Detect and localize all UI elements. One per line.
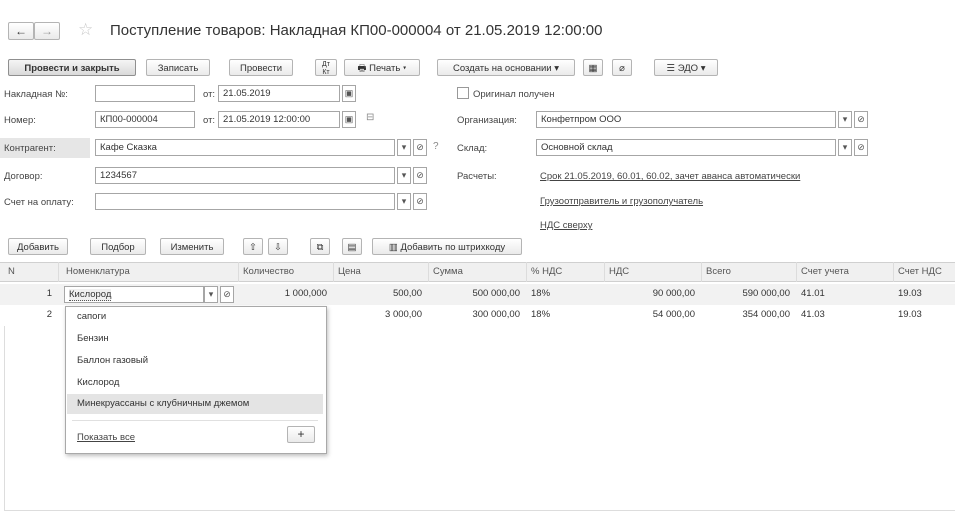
- column-header-price[interactable]: Цена: [334, 262, 429, 282]
- calendar-icon[interactable]: ▣: [342, 111, 356, 128]
- open-link-icon[interactable]: ⊘: [220, 286, 234, 303]
- chevron-down-icon[interactable]: ▾: [397, 167, 411, 184]
- column-header-total[interactable]: Всего: [702, 262, 797, 282]
- vat-rate-cell[interactable]: 18%: [531, 288, 551, 299]
- column-header-sum[interactable]: Сумма: [429, 262, 527, 282]
- chevron-down-icon[interactable]: ▾: [838, 139, 852, 156]
- contract-field[interactable]: 1234567: [95, 167, 395, 184]
- row-number: 2: [46, 309, 52, 320]
- open-link-icon[interactable]: ⊘: [854, 111, 868, 128]
- original-received-checkbox[interactable]: [457, 87, 469, 99]
- contractor-label: Контрагент:: [4, 143, 56, 154]
- sum-cell[interactable]: 500 000,00: [472, 288, 520, 299]
- time-icon[interactable]: ⊟: [366, 112, 375, 123]
- move-down-icon[interactable]: ⇩: [268, 238, 288, 255]
- settlements-label: Расчеты:: [457, 171, 497, 182]
- vat-cell[interactable]: 54 000,00: [652, 309, 695, 320]
- row-number: 1: [46, 288, 52, 299]
- contractor-field[interactable]: Кафе Сказка: [95, 139, 395, 156]
- qty-cell[interactable]: 1 000,000: [284, 288, 327, 299]
- invoice-number-label: Накладная №:: [4, 89, 68, 100]
- payment-invoice-field[interactable]: [95, 193, 395, 210]
- open-link-icon[interactable]: ⊘: [413, 167, 427, 184]
- warehouse-field[interactable]: Основной склад: [536, 139, 836, 156]
- settlements-link[interactable]: Срок 21.05.2019, 60.01, 60.02, зачет аванса автоматически: [540, 171, 801, 182]
- forward-button[interactable]: →: [34, 22, 60, 40]
- print-button[interactable]: [344, 59, 420, 76]
- dropdown-item[interactable]: Бензин: [77, 333, 109, 344]
- sum-cell[interactable]: 300 000,00: [472, 309, 520, 320]
- add-row-button[interactable]: Добавить: [8, 238, 68, 255]
- vat-cell[interactable]: 90 000,00: [652, 288, 695, 299]
- number-date-label: от:: [203, 115, 216, 126]
- edo-label: ЭДО: [677, 63, 699, 74]
- dropdown-item[interactable]: Кислород: [77, 377, 120, 388]
- attachment-icon[interactable]: ⌀: [612, 59, 632, 76]
- table-bottom-border: [4, 510, 955, 511]
- add-item-button[interactable]: +: [287, 426, 315, 443]
- column-header-n[interactable]: N: [4, 262, 59, 282]
- chevron-down-icon: ▾: [402, 63, 407, 74]
- vat-on-top-link[interactable]: НДС сверху: [540, 220, 593, 231]
- warehouse-label: Склад:: [457, 143, 488, 154]
- invoice-date-label: от:: [203, 89, 216, 100]
- dropdown-item[interactable]: сапоги: [77, 311, 107, 322]
- total-cell[interactable]: 590 000,00: [742, 288, 790, 299]
- chevron-down-icon[interactable]: ▾: [204, 286, 218, 303]
- dropdown-item-highlighted[interactable]: Минекруассаны с клубничным джемом: [67, 394, 323, 414]
- post-and-close-button[interactable]: Провести и закрыть: [8, 59, 136, 76]
- dt-kt-icon[interactable]: Дт Кт: [315, 59, 337, 76]
- barcode-icon: ▥: [388, 242, 398, 253]
- table-left-border: [4, 326, 5, 510]
- total-cell[interactable]: 354 000,00: [742, 309, 790, 320]
- number-field[interactable]: КП00-000004: [95, 111, 195, 128]
- item-value: Кислород: [69, 289, 112, 300]
- select-button[interactable]: Подбор: [90, 238, 146, 255]
- calendar-icon[interactable]: ▣: [342, 85, 356, 102]
- account-cell[interactable]: 41.03: [801, 309, 825, 320]
- item-input[interactable]: [64, 286, 204, 303]
- vat-account-cell[interactable]: 19.03: [898, 288, 922, 299]
- column-header-qty[interactable]: Количество: [239, 262, 334, 282]
- chevron-down-icon: ▾: [700, 63, 706, 74]
- chevron-down-icon[interactable]: ▾: [397, 139, 411, 156]
- invoice-number-field[interactable]: [95, 85, 195, 102]
- payment-invoice-label: Счет на оплату:: [4, 197, 74, 208]
- shipper-consignee-link[interactable]: Грузоотправитель и грузополучатель: [540, 196, 704, 207]
- post-button[interactable]: Провести: [229, 59, 293, 76]
- price-cell[interactable]: 3 000,00: [385, 309, 422, 320]
- chevron-down-icon: ▾: [554, 63, 559, 74]
- move-up-icon[interactable]: ⇧: [243, 238, 263, 255]
- open-link-icon[interactable]: ⊘: [413, 139, 427, 156]
- show-all-link[interactable]: Показать все: [77, 432, 135, 443]
- organization-label: Организация:: [457, 115, 517, 126]
- copy-icon[interactable]: ⧉: [310, 238, 330, 255]
- edo-icon: ☰: [666, 63, 676, 74]
- dropdown-item[interactable]: Баллон газовый: [77, 355, 149, 366]
- invoice-date-field[interactable]: 21.05.2019: [218, 85, 340, 102]
- open-link-icon[interactable]: ⊘: [854, 139, 868, 156]
- save-button[interactable]: Записать: [146, 59, 210, 76]
- account-cell[interactable]: 41.01: [801, 288, 825, 299]
- price-cell[interactable]: 500,00: [392, 288, 422, 299]
- table-icon[interactable]: ▤: [342, 238, 362, 255]
- change-button[interactable]: Изменить: [160, 238, 224, 255]
- column-header-vat-account[interactable]: Счет НДС: [898, 266, 942, 277]
- original-received-label: Оригинал получен: [473, 89, 555, 100]
- number-date-field[interactable]: 21.05.2019 12:00:00: [218, 111, 340, 128]
- open-link-icon[interactable]: ⊘: [413, 193, 427, 210]
- dropdown-divider: [72, 420, 318, 421]
- vat-rate-cell[interactable]: 18%: [531, 309, 551, 320]
- vat-account-cell[interactable]: 19.03: [898, 309, 922, 320]
- chevron-down-icon[interactable]: ▾: [838, 111, 852, 128]
- back-button[interactable]: ←: [8, 22, 34, 40]
- contract-label: Договор:: [4, 171, 43, 182]
- barcode-label: Добавить по штрихкоду: [400, 242, 506, 253]
- number-label: Номер:: [4, 115, 36, 126]
- organization-field[interactable]: Конфетпром ООО: [536, 111, 836, 128]
- page-title: Поступление товаров: Накладная КП00-000004 от 21.05.2019 12:00:00: [110, 22, 603, 39]
- column-header-vat-rate[interactable]: % НДС: [527, 262, 605, 282]
- create-based-on-button[interactable]: [437, 59, 575, 76]
- column-header-vat[interactable]: НДС: [605, 262, 702, 282]
- structure-icon[interactable]: ▦: [583, 59, 603, 76]
- printer-icon: 🖶: [357, 63, 367, 74]
- column-header-account[interactable]: Счет учета: [797, 262, 894, 282]
- column-header-item[interactable]: Номенклатура: [62, 262, 239, 282]
- create-based-label: Создать на основании: [453, 63, 552, 74]
- print-label: Печать: [369, 63, 401, 74]
- chevron-down-icon[interactable]: ▾: [397, 193, 411, 210]
- favorite-star-icon[interactable]: ☆: [78, 20, 94, 39]
- edo-button[interactable]: [654, 59, 718, 76]
- add-by-barcode-button[interactable]: [372, 238, 522, 255]
- help-icon[interactable]: ?: [433, 141, 439, 152]
